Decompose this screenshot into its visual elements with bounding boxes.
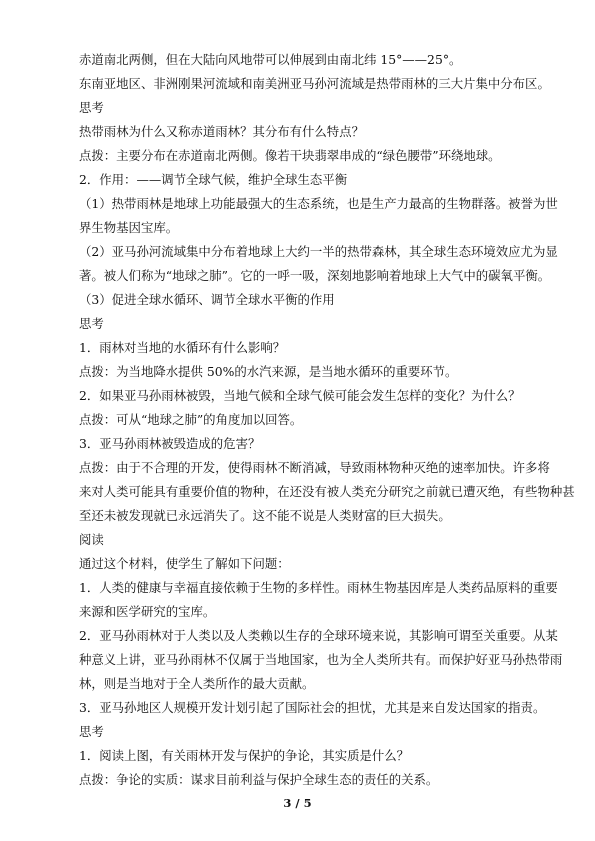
text-line: 赤道南北两侧，但在大陆向风地带可以伸展到由南北纬 15°——25°。 xyxy=(79,52,462,67)
text-line: （3）促进全球水循环、调节全球水平衡的作用 xyxy=(79,292,335,307)
section-heading: 阅读 xyxy=(79,532,104,547)
text-line: 热带雨林为什么又称赤道雨林？其分布有什么特点？ xyxy=(79,124,364,139)
text-line: 1．人类的健康与幸福直接依赖于生物的多样性。雨林生物基因库是人类药品原料的重要 xyxy=(79,580,558,595)
text-line: 来对人类可能具有重要价值的物种，在还没有被人类充分研究之前就已遭灭绝，有些物种甚 xyxy=(79,484,575,499)
section-heading: 思考 xyxy=(79,724,104,739)
text-line: 林，则是当地对于全人类所作的最大贡献。 xyxy=(79,676,315,691)
text-line: 点拨：为当地降水提供 50%的水汽来源，是当地水循环的重要环节。 xyxy=(79,364,458,379)
text-line: 点拨：主要分布在赤道南北两侧。像若干块翡翠串成的“绿色腰带”环绕地球。 xyxy=(79,148,501,163)
text-line: 2．亚马孙雨林对于人类以及人类赖以生存的全球环境来说，其影响可谓至关重要。从某 xyxy=(79,628,558,643)
text-line: 3．亚马孙地区人规模开发计划引起了国际社会的担忧，尤其是来自发达国家的指责。 xyxy=(79,700,546,715)
text-line: 种意义上讲，亚马孙雨林不仅属于当地国家，也为全人类所共有。而保护好亚马孙热带雨 xyxy=(79,652,563,667)
section-heading: 思考 xyxy=(79,100,104,115)
text-line: （1）热带雨林是地球上功能最强大的生态系统，也是生产力最高的生物群落。被誉为世 xyxy=(79,196,558,211)
text-line: 来源和医学研究的宝库。 xyxy=(79,604,216,619)
text-line: 点拨：由于不合理的开发，使得雨林不断消减，导致雨林物种灭绝的速率加快。许多将 xyxy=(79,460,550,475)
text-line: 1．阅读上图，有关雨林开发与保护的争论，其实质是什么？ xyxy=(79,748,410,763)
text-line: 通过这个材料，使学生了解如下问题： xyxy=(79,556,290,571)
text-line: 2．如果亚马孙雨林被毁，当地气候和全球气候可能会发生怎样的变化？为什么？ xyxy=(79,388,521,403)
text-line: 1．雨林对当地的水循环有什么影响？ xyxy=(79,340,286,355)
text-line: 2．作用：——调节全球气候，维护全球生态平衡 xyxy=(79,172,348,187)
text-line: 至还未被发现就已永远消失了。这不能不说是人类财富的巨大损失。 xyxy=(79,508,451,523)
text-line: 界生物基因宝库。 xyxy=(79,220,179,235)
text-line: 3．亚马孙雨林被毁造成的危害？ xyxy=(79,436,261,451)
text-line: 点拨：争论的实质：谋求目前利益与保护全球生态的责任的关系。 xyxy=(79,772,439,787)
section-heading: 思考 xyxy=(79,316,104,331)
text-line: 著。被人们称为“地球之肺”。它的一呼一吸，深刻地影响着地球上大气中的碳氧平衡。 xyxy=(79,268,551,283)
page-number: 3 / 5 xyxy=(283,796,312,810)
text-line: （2）亚马孙河流域集中分布着地球上大约一半的热带森林，其全球生态环境效应尤为显 xyxy=(79,244,558,259)
text-line: 点拨：可从“地球之肺”的角度加以回答。 xyxy=(79,412,303,427)
text-line: 东南亚地区、非洲刚果河流域和南美洲亚马孙河流域是热带雨林的三大片集中分布区。 xyxy=(79,76,550,91)
